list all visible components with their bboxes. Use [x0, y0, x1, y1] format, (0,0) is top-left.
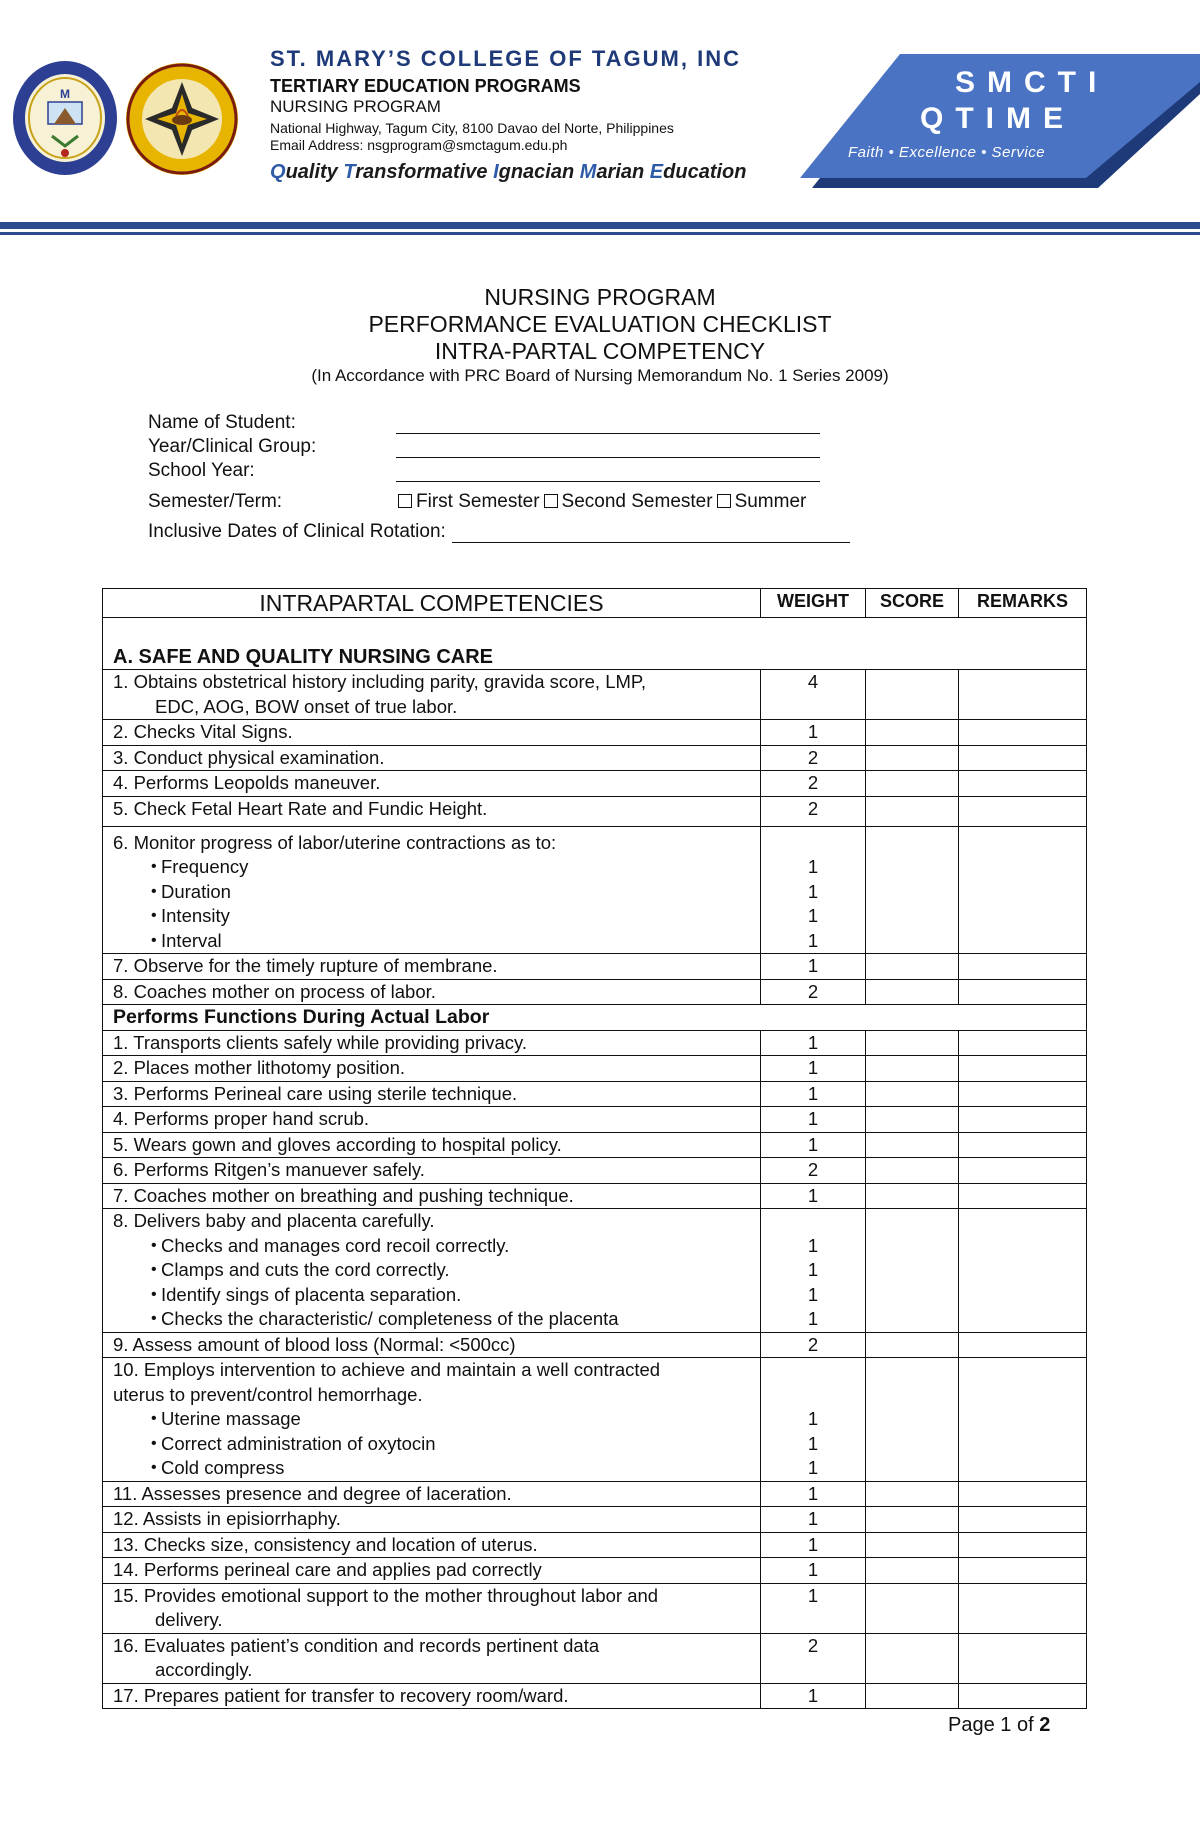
weight-cell: 2 [761, 1633, 866, 1683]
remarks-cell[interactable] [959, 1358, 1087, 1482]
weight-cell: 4 [761, 670, 866, 720]
weight-cell: 1 [761, 1107, 866, 1133]
remarks-cell[interactable] [959, 1558, 1087, 1584]
weight-cell: 2 [761, 745, 866, 771]
division-name: TERTIARY EDUCATION PROGRAMS [270, 76, 581, 96]
table-row [103, 1358, 1087, 1482]
weight-cell: 1 [761, 1030, 866, 1056]
remarks-cell[interactable] [959, 954, 1087, 980]
col-header-competencies: INTRAPARTAL COMPETENCIES [103, 589, 761, 618]
weight-cell: 1 [761, 1558, 866, 1584]
weight-cell [761, 1209, 866, 1333]
competency-text: 8. Delivers baby and placenta carefully. [113, 1210, 435, 1231]
section-title: A. SAFE AND QUALITY NURSING CARE [103, 618, 1087, 670]
title-subtitle: (In Accordance with PRC Board of Nursing Memorandum No. 1 Series 2009) [311, 366, 889, 385]
semester-row [148, 482, 928, 513]
weight-cell: 1 [761, 1583, 866, 1633]
rotation-dates-field[interactable] [452, 522, 850, 543]
competency-cell: 8. Coaches mother on process of labor. [103, 979, 761, 1005]
bullet-item: • Identify sings of placenta separation. [113, 1283, 750, 1308]
competency-cell: 17. Prepares patient for transfer to recovery room/ward. [103, 1683, 761, 1709]
competency-cell: 4. Performs proper hand scrub. [103, 1107, 761, 1133]
score-cell[interactable] [866, 1558, 959, 1584]
weight-value: 1 [807, 1259, 819, 1280]
competency-text: 10. Employs intervention to achieve and maintain a well contracted [113, 1359, 661, 1380]
remarks-cell[interactable] [959, 1583, 1087, 1633]
competency-text-cont: delivery. [155, 1609, 223, 1630]
weight-value: 1 [807, 1408, 819, 1429]
weight-cell: 2 [761, 771, 866, 797]
semester-option-first[interactable] [396, 491, 540, 513]
competency-text-cont: EDC, AOG, BOW onset of true labor. [155, 695, 458, 717]
remarks-cell[interactable] [959, 1209, 1087, 1333]
score-cell[interactable] [866, 1358, 959, 1482]
weight-cell [761, 1358, 866, 1482]
score-cell[interactable] [866, 1030, 959, 1056]
bullet-item: • Interval [113, 929, 750, 954]
score-cell[interactable] [866, 1481, 959, 1507]
table-row [103, 826, 1087, 954]
page-number-total: 2 [1039, 1714, 1051, 1736]
competency-text: 15. Provides emotional support to the mother throughout labor and [113, 1584, 659, 1606]
remarks-cell[interactable] [959, 979, 1087, 1005]
competency-cell: 6. Performs Ritgen’s manuever safely. [103, 1158, 761, 1184]
checkbox-icon[interactable] [717, 494, 731, 508]
semester-option-label: First Semester [416, 491, 540, 512]
weight-cell: 1 [761, 1081, 866, 1107]
clinical-group-label: Year/Clinical Group: [148, 436, 317, 457]
competency-cell [103, 826, 761, 954]
weight-value: 1 [807, 929, 819, 951]
motto-cap: E [649, 161, 664, 183]
table-row [103, 1158, 1087, 1184]
weight-cell: 2 [761, 1332, 866, 1358]
table-row [103, 1481, 1087, 1507]
remarks-cell[interactable] [959, 1332, 1087, 1358]
remarks-cell[interactable] [959, 1183, 1087, 1209]
weight-cell: 1 [761, 954, 866, 980]
competency-cell: 2. Places mother lithotomy position. [103, 1056, 761, 1082]
remarks-cell[interactable] [959, 745, 1087, 771]
remarks-cell[interactable] [959, 1481, 1087, 1507]
score-cell[interactable] [866, 745, 959, 771]
title-competency: INTRA-PARTAL COMPETENCY [434, 338, 766, 364]
competency-cell: 14. Performs perineal care and applies pad correctly [103, 1558, 761, 1584]
motto-word: arian [596, 161, 650, 183]
remarks-cell[interactable] [959, 1633, 1087, 1683]
bullet-item: • Checks the characteristic/ completeness of the placenta [113, 1307, 750, 1332]
motto-word: ducation [663, 161, 747, 183]
remarks-cell[interactable] [959, 720, 1087, 746]
remarks-cell[interactable] [959, 771, 1087, 797]
weight-cell: 1 [761, 1132, 866, 1158]
table-row [103, 1532, 1087, 1558]
weight-value: 1 [807, 905, 819, 926]
semester-option-summer[interactable] [715, 491, 807, 513]
semester-option-second[interactable] [542, 491, 713, 513]
competency-text: 1. Obtains obstetrical history including parity, gravida score, LMP, [113, 671, 646, 692]
remarks-cell[interactable] [959, 796, 1087, 826]
bullet-item: • Cold compress [113, 1456, 750, 1481]
bullet-item: • Correct administration of oxytocin [113, 1432, 750, 1457]
score-cell[interactable] [866, 1183, 959, 1209]
weight-value: 1 [807, 1308, 819, 1329]
col-header-weight: WEIGHT [761, 589, 866, 618]
table-row [103, 771, 1087, 797]
table-row [103, 1558, 1087, 1584]
bullet-item: • Intensity [113, 904, 750, 929]
score-cell[interactable] [866, 1158, 959, 1184]
remarks-cell[interactable] [959, 1507, 1087, 1533]
page-number-prefix: Page 1 of [948, 1714, 1040, 1736]
bullet-item: • Duration [113, 880, 750, 905]
col-header-remarks: REMARKS [959, 589, 1087, 618]
score-cell[interactable] [866, 979, 959, 1005]
score-cell[interactable] [866, 1633, 959, 1683]
competency-cell [103, 670, 761, 720]
motto-cap: I [493, 161, 499, 183]
table-row [103, 1030, 1087, 1056]
table-row [103, 796, 1087, 826]
competency-cell: 3. Conduct physical examination. [103, 745, 761, 771]
score-cell[interactable] [866, 1209, 959, 1333]
score-cell[interactable] [866, 1583, 959, 1633]
competency-cell [103, 1583, 761, 1633]
competency-cell [103, 1358, 761, 1482]
weight-value: 1 [807, 856, 819, 877]
header-rule-thick [0, 222, 1200, 229]
bullet-item: • Uterine massage [113, 1407, 750, 1432]
remarks-cell[interactable] [959, 1107, 1087, 1133]
weight-cell: 2 [761, 796, 866, 826]
table-row [103, 1081, 1087, 1107]
weight-cell: 1 [761, 1683, 866, 1709]
bullet-item: • Checks and manages cord recoil correctly. [113, 1234, 750, 1259]
student-name-field[interactable] [396, 413, 820, 434]
clinical-group-field[interactable] [396, 437, 820, 458]
competency-text: 6. Monitor progress of labor/uterine contractions as to: [113, 831, 557, 853]
table-row [103, 1583, 1087, 1633]
weight-value: 1 [807, 1432, 819, 1454]
rotation-dates-label: Inclusive Dates of Clinical Rotation: [148, 521, 446, 542]
remarks-cell[interactable] [959, 1532, 1087, 1558]
weight-cell: 2 [761, 979, 866, 1005]
weight-value: 1 [807, 1283, 819, 1305]
student-name-label: Name of Student: [148, 412, 296, 433]
svg-text:M: M [60, 87, 70, 101]
student-name-row [148, 410, 928, 434]
weight-cell [761, 826, 866, 954]
motto-cap: Q [270, 161, 286, 183]
remarks-cell[interactable] [959, 1056, 1087, 1082]
school-address: National Highway, Tagum City, 8100 Davao del Norte, Philippines [270, 120, 674, 136]
score-cell[interactable] [866, 796, 959, 826]
table-row [103, 1209, 1087, 1333]
competency-cell: 7. Observe for the timely rupture of membrane. [103, 954, 761, 980]
table-row [103, 1507, 1087, 1533]
table-row [103, 1056, 1087, 1082]
table-row [103, 1633, 1087, 1683]
competency-cell: 2. Checks Vital Signs. [103, 720, 761, 746]
competency-text: 16. Evaluates patient’s condition and records pertinent data [113, 1634, 600, 1656]
motto-word: gnacian [498, 161, 580, 183]
competency-cell: 12. Assists in episiorrhaphy. [103, 1507, 761, 1533]
weight-cell: 2 [761, 1158, 866, 1184]
college-seal-logo [10, 58, 120, 178]
weight-value: 1 [807, 1457, 819, 1478]
score-cell[interactable] [866, 1081, 959, 1107]
table-row [103, 720, 1087, 746]
checkbox-icon[interactable] [398, 494, 412, 508]
col-header-score: SCORE [866, 589, 959, 618]
table-row [103, 1683, 1087, 1709]
brand-line2: QTIME [920, 102, 1075, 135]
competency-text-cont: uterus to prevent/control hemorrhage. [113, 1383, 423, 1405]
subsection-title: Performs Functions During Actual Labor [103, 1005, 1087, 1031]
competency-cell: 1. Transports clients safely while providing privacy. [103, 1030, 761, 1056]
program-name: NURSING PROGRAM [270, 97, 441, 116]
table-row [103, 954, 1087, 980]
title-checklist: PERFORMANCE EVALUATION CHECKLIST [368, 311, 832, 337]
table-row [103, 1107, 1087, 1133]
weight-cell: 1 [761, 1532, 866, 1558]
score-cell[interactable] [866, 1107, 959, 1133]
remarks-cell[interactable] [959, 670, 1087, 720]
bullet-item: • Clamps and cuts the cord correctly. [113, 1258, 750, 1283]
table-row [103, 1183, 1087, 1209]
header-rule-thin [0, 232, 1200, 235]
table-header-row [103, 589, 1087, 618]
weight-value: 1 [807, 1234, 819, 1256]
weight-value: 1 [807, 880, 819, 902]
brand-line1: SMCTI [955, 66, 1109, 99]
semester-option-label: Summer [734, 491, 807, 512]
weight-cell: 1 [761, 1183, 866, 1209]
weight-cell: 1 [761, 1056, 866, 1082]
competency-cell [103, 1209, 761, 1333]
clinical-group-row [148, 434, 928, 458]
school-motto [270, 161, 810, 184]
score-cell[interactable] [866, 1532, 959, 1558]
nursing-seal-logo [124, 60, 240, 178]
school-year-field[interactable] [396, 461, 820, 482]
competency-checklist-table [102, 588, 1087, 1709]
brand-tagline: Faith • Excellence • Service [848, 144, 1046, 161]
student-info-form [148, 410, 928, 543]
competency-cell: 5. Wears gown and gloves according to hospital policy. [103, 1132, 761, 1158]
competency-cell: 4. Performs Leopolds maneuver. [103, 771, 761, 797]
table-row [103, 670, 1087, 720]
motto-cap: M [579, 161, 597, 183]
remarks-cell[interactable] [959, 1683, 1087, 1709]
subsection-row [103, 1005, 1087, 1031]
remarks-cell[interactable] [959, 1081, 1087, 1107]
remarks-cell[interactable] [959, 1158, 1087, 1184]
school-name: ST. MARY’S COLLEGE OF TAGUM, INC [270, 46, 741, 71]
score-cell[interactable] [866, 1332, 959, 1358]
competency-cell: 7. Coaches mother on breathing and pushing technique. [103, 1183, 761, 1209]
score-cell[interactable] [866, 826, 959, 954]
competency-cell: 13. Checks size, consistency and location of uterus. [103, 1532, 761, 1558]
score-cell[interactable] [866, 771, 959, 797]
score-cell[interactable] [866, 1507, 959, 1533]
remarks-cell[interactable] [959, 1030, 1087, 1056]
competency-cell: 11. Assesses presence and degree of laceration. [103, 1481, 761, 1507]
document-title-block [0, 284, 1200, 387]
weight-cell: 1 [761, 1507, 866, 1533]
section-row [103, 618, 1087, 670]
weight-cell: 1 [761, 1481, 866, 1507]
table-row [103, 979, 1087, 1005]
checkbox-icon[interactable] [544, 494, 558, 508]
table-row [103, 745, 1087, 771]
score-cell[interactable] [866, 720, 959, 746]
motto-word: ransformative [355, 161, 494, 183]
semester-option-label: Second Semester [561, 491, 713, 512]
score-cell[interactable] [866, 1132, 959, 1158]
school-year-row [148, 458, 928, 482]
score-cell[interactable] [866, 1056, 959, 1082]
letterhead [0, 0, 1200, 240]
competency-cell: 3. Performs Perineal care using sterile technique. [103, 1081, 761, 1107]
score-cell[interactable] [866, 954, 959, 980]
remarks-cell[interactable] [959, 826, 1087, 954]
table-row [103, 1332, 1087, 1358]
motto-cap: T [343, 161, 356, 183]
semester-label: Semester/Term: [148, 491, 283, 512]
title-program: NURSING PROGRAM [484, 284, 716, 310]
competency-cell [103, 1633, 761, 1683]
motto-word: uality [285, 161, 344, 183]
letterhead-text [270, 46, 810, 184]
table-row [103, 1132, 1087, 1158]
bullet-item: • Frequency [113, 855, 750, 880]
smcti-brand-banner [800, 54, 1200, 190]
rotation-dates-row [148, 513, 928, 543]
page-number [948, 1714, 1050, 1737]
remarks-cell[interactable] [959, 1132, 1087, 1158]
score-cell[interactable] [866, 1683, 959, 1709]
school-email: Email Address: nsgprogram@smctagum.edu.ph [270, 137, 568, 153]
score-cell[interactable] [866, 670, 959, 720]
school-year-label: School Year: [148, 460, 255, 481]
competency-cell: 9. Assess amount of blood loss (Normal: <500cc) [103, 1332, 761, 1358]
competency-text-cont: accordingly. [155, 1659, 253, 1680]
weight-cell: 1 [761, 720, 866, 746]
competency-cell: 5. Check Fetal Heart Rate and Fundic Height. [103, 796, 761, 826]
